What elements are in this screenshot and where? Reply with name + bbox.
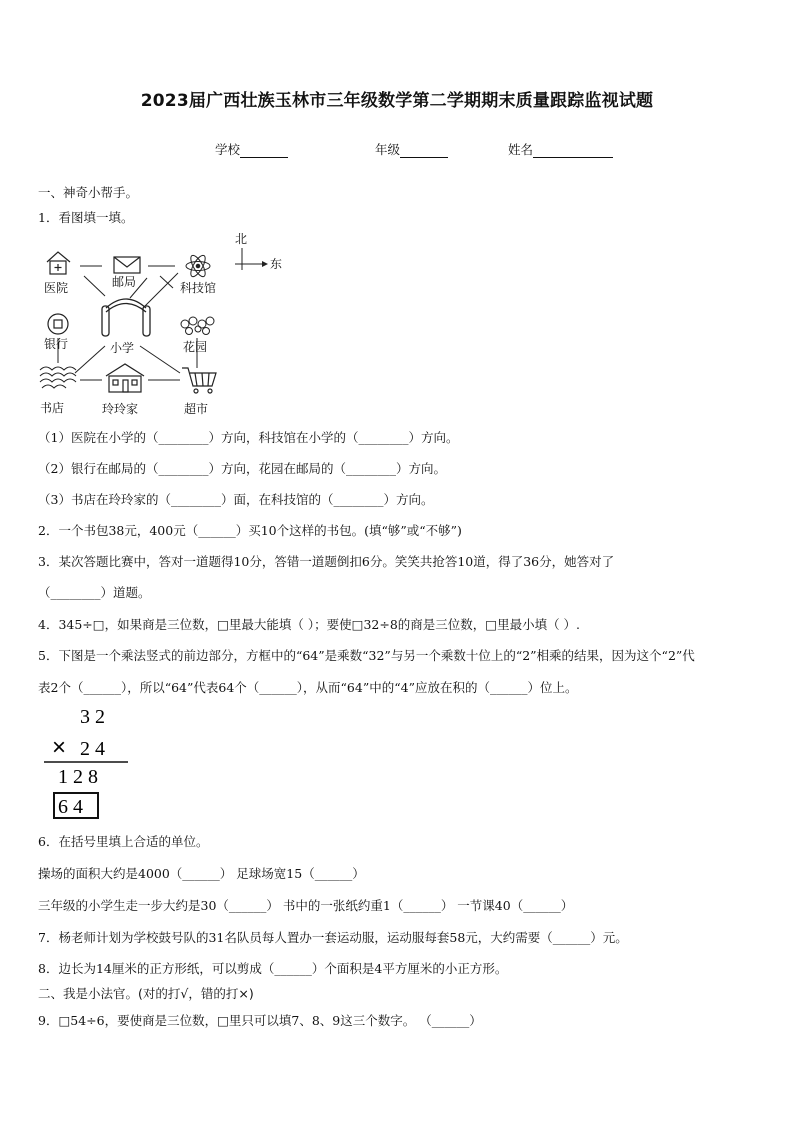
- school-label: 学校: [215, 142, 241, 157]
- question-3-line-2: （________）道题。: [38, 585, 151, 600]
- grade-blank: [400, 144, 448, 158]
- partial-product-1: 1 2 8: [58, 766, 98, 788]
- coin-icon: [48, 314, 68, 334]
- compass-icon: [235, 248, 268, 270]
- bookstore-label: 书店: [40, 401, 65, 415]
- grade-label: 年级: [375, 142, 401, 157]
- grade-field: [375, 140, 448, 158]
- supermarket-label: 超市: [184, 402, 209, 416]
- flowers-icon: [181, 317, 214, 335]
- question-1: 1．看图填一填。: [38, 210, 134, 225]
- shopping-cart-icon: [182, 368, 216, 393]
- section-1-heading: 一、神奇小帮手。: [38, 185, 139, 200]
- question-5-line-2: 表2个（______），所以“64”代表64个（______），从而“64”中的“4”应放在积的（______）位上。: [38, 680, 578, 695]
- page-title: 2023届广西壮族玉林市三年级数学第二学期期末质量跟踪监视试题: [140, 91, 654, 111]
- multiplication-figure: [40, 705, 140, 820]
- question-8: 8．边长为14厘米的正方形纸，可以剪成（______）个面积是4平方厘米的小正方形。: [38, 961, 508, 976]
- bank-label: 银行: [44, 337, 69, 351]
- question-2: 2．一个书包38元，400元（______）买10个这样的书包。(填“够”或“不够”): [38, 523, 462, 538]
- question-3-line-1: 3．某次答题比赛中，答对一道题得10分，答错一道题倒扣6分。笑笑共抢答10道，得了36分，她答对了: [38, 554, 615, 569]
- hospital-icon: [47, 252, 70, 274]
- question-7: 7．杨老师计划为学校鼓号队的31名队员每人置办一套运动服，运动服每套58元，大约需要（______）元。: [38, 930, 628, 945]
- question-6-2: 三年级的小学生走一步大约是30（______） 书中的一张纸约重1（______） 一节课40（______）: [38, 898, 574, 913]
- post-office-label: 邮局: [112, 275, 137, 289]
- partial-product-2: 6 4: [58, 796, 83, 818]
- question-1-3: （3）书店在玲玲家的（________）面，在科技馆的（________）方向。: [38, 492, 434, 507]
- question-1-1: （1）医院在小学的（________）方向，科技馆在小学的（________）方向。: [38, 430, 459, 445]
- east-label: 东: [270, 257, 283, 271]
- times-sign: ×: [52, 734, 67, 761]
- school-label: 小学: [110, 341, 135, 355]
- section-2-heading: 二、我是小法官。(对的打√，错的打×): [38, 986, 254, 1001]
- north-label: 北: [235, 232, 248, 246]
- hospital-label: 医院: [44, 281, 69, 295]
- school-blank: [240, 144, 288, 158]
- question-4: 4．345÷□，如果商是三位数，□里最大能填（ ）；要使□32÷8的商是三位数，□里最小填（ ）.: [38, 617, 581, 632]
- house-icon: [106, 364, 144, 392]
- books-icon: [40, 367, 76, 388]
- garden-label: 花园: [183, 340, 208, 354]
- question-9: 9．□54÷6，要使商是三位数，□里只可以填7、8、9这三个数字。 （______）: [38, 1013, 482, 1028]
- science-museum-label: 科技馆: [180, 281, 217, 295]
- school-field: [215, 140, 288, 158]
- envelope-icon: [114, 257, 140, 273]
- question-6-1: 操场的面积大约是4000（______） 足球场宽15（______）: [38, 866, 365, 881]
- multiplier: 2 4: [80, 738, 105, 760]
- map-diagram: [30, 228, 290, 418]
- multiplicand: 3 2: [80, 706, 105, 728]
- school-gate-icon: [102, 299, 150, 336]
- linglings-home-label: 玲玲家: [102, 402, 139, 416]
- atom-icon: [186, 253, 210, 278]
- name-blank: [533, 144, 613, 158]
- name-field: [508, 140, 613, 158]
- question-5-line-1: 5．下图是一个乘法竖式的前边部分，方框中的“64”是乘数“32”与另一个乘数十位上的“2”相乘的结果，因为这个“2”代: [38, 648, 695, 663]
- question-6: 6．在括号里填上合适的单位。: [38, 834, 209, 849]
- question-1-2: （2）银行在邮局的（________）方向，花园在邮局的（________）方向。: [38, 461, 446, 476]
- name-label: 姓名: [508, 142, 534, 157]
